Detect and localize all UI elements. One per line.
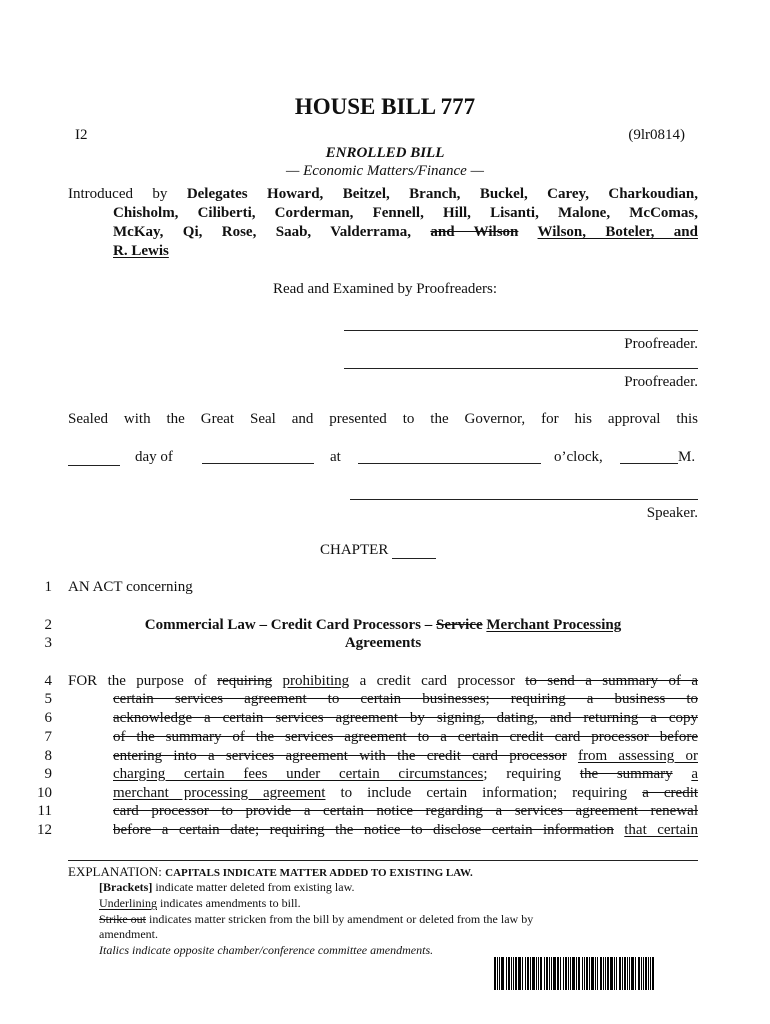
barcode-bar: [508, 957, 510, 990]
purpose-line-4: [68, 673, 698, 690]
strike-text: indicates matter stricken from the bill by amendment or deleted from the law by: [149, 912, 534, 926]
line-number: 1: [44, 579, 52, 595]
barcode-bar: [568, 957, 569, 990]
title-added: Merchant Processing: [486, 617, 622, 633]
barcode-bar: [607, 957, 609, 990]
added-text: a: [691, 766, 699, 782]
barcode-bar: [506, 957, 507, 990]
barcode-bar: [525, 957, 526, 990]
day-blank: [68, 451, 120, 466]
purpose-line-8: [113, 748, 698, 765]
draft-code: (9lr0814): [628, 127, 685, 143]
added-text: prohibiting: [282, 673, 350, 689]
barcode-bar: [589, 957, 590, 990]
purpose-text: a credit card processor: [359, 673, 515, 689]
barcode-bar: [638, 957, 640, 990]
speaker-label: Speaker.: [646, 505, 698, 521]
chapter-blank: [392, 544, 436, 559]
oclock-label: o’clock,: [554, 449, 603, 465]
act-title-line-2: Agreements: [344, 635, 422, 651]
added-text: merchant processing agreement: [113, 785, 326, 801]
sponsors-line-1: [68, 186, 698, 203]
at-label: at: [330, 449, 341, 465]
barcode-bar: [652, 957, 654, 990]
barcode-bar: [513, 957, 514, 990]
sponsor-names: Delegates Howard, Beitzel, Branch, Buckel, Carey, Charkoudian,: [186, 186, 698, 202]
struck-text: a credit: [642, 785, 699, 801]
bill-title: HOUSE BILL 777: [294, 94, 476, 119]
barcode-bar: [586, 957, 588, 990]
bill-code: I2: [75, 127, 88, 143]
barcode-bar: [551, 957, 552, 990]
italics-note: Italics indicate opposite chamber/conference committee amendments.: [99, 943, 434, 957]
barcode-bar: [549, 957, 550, 990]
purpose-line-6: [113, 710, 698, 727]
barcode-bar: [624, 957, 626, 990]
barcode-bar: [645, 957, 647, 990]
barcode-bar: [582, 957, 583, 990]
barcode-bar: [622, 957, 623, 990]
barcode-bar: [501, 957, 504, 990]
struck-text: entering into a services agreement with the credit card processor: [113, 748, 567, 764]
act-line: AN ACT concerning: [68, 579, 193, 595]
struck-text: before a certain date; requiring the notice to disclose certain information: [113, 822, 614, 838]
struck-text: card processor to provide a certain notice regarding a services agreement renewal: [113, 803, 698, 819]
proofreaders-heading: Read and Examined by Proofreaders:: [272, 281, 498, 297]
introduced-prefix: Introduced by: [68, 186, 168, 202]
struck-text: to send a summary of a: [525, 673, 699, 689]
barcode-bar: [515, 957, 517, 990]
line-number: 7: [44, 729, 52, 745]
barcode-bar: [578, 957, 580, 990]
barcode-bar: [494, 957, 496, 990]
added-text: that certain: [624, 822, 698, 838]
barcode-bar: [553, 957, 556, 990]
barcode-bar: [584, 957, 585, 990]
barcode-bar: [603, 957, 604, 990]
barcode-bar: [560, 957, 561, 990]
barcode-bar: [544, 957, 545, 990]
footer-divider: [68, 860, 698, 861]
line-number: 10: [37, 785, 52, 801]
meridiem-label: M.: [678, 449, 696, 465]
month-blank: [202, 449, 314, 464]
proofreader-signature-line-2: [344, 368, 698, 369]
meridiem-blank: [620, 449, 678, 464]
added-text: charging certain fees under certain circumstances: [113, 766, 484, 782]
struck-text: of the summary of the services agreement to a certain credit card processor before: [113, 729, 698, 745]
struck-text: requiring: [217, 673, 273, 689]
line-number: 2: [44, 617, 52, 633]
barcode-bar: [565, 957, 567, 990]
barcode-bar: [497, 957, 498, 990]
strike-word: Strike out: [99, 912, 146, 926]
struck-text: the summary: [579, 766, 673, 782]
sponsors-line-4: R. Lewis: [113, 243, 169, 259]
barcode-bar: [616, 957, 617, 990]
sealed-blanks: [68, 449, 698, 466]
chapter-line: [320, 542, 436, 559]
line-number: 9: [44, 766, 52, 782]
struck-text: acknowledge a certain services agreement by signing, dating, and returning a copy: [113, 710, 698, 726]
day-of-label: day of: [135, 449, 173, 465]
barcode-bar: [648, 957, 649, 990]
purpose-line-5: [113, 691, 698, 708]
added-text: from assessing or: [577, 748, 698, 764]
barcode-bar: [536, 957, 537, 990]
enrolled-label: ENROLLED BILL: [325, 145, 445, 161]
purpose-line-7: [113, 729, 698, 746]
purpose-line-10: [113, 785, 698, 802]
barcode-bar: [605, 957, 606, 990]
barcode-bar: [538, 957, 539, 990]
barcode-bar: [629, 957, 630, 990]
purpose-line-9: [113, 766, 698, 783]
barcode-bar: [563, 957, 564, 990]
explanation-caps: CAPITALS INDICATE MATTER ADDED TO EXISTING LAW.: [165, 867, 473, 879]
brackets-text: indicate matter deleted from existing law.: [155, 880, 355, 894]
title-text: Commercial Law – Credit Card Processors –: [144, 617, 433, 633]
speaker-signature-line: [350, 499, 698, 500]
barcode-bar: [511, 957, 512, 990]
barcode-bar: [631, 957, 634, 990]
underlining-note: [99, 896, 301, 911]
barcode-bar: [527, 957, 529, 990]
brackets-note: [99, 880, 354, 895]
barcode-bar: [643, 957, 644, 990]
purpose-text: to include certain information; requiring: [340, 785, 628, 801]
line-number: 11: [37, 803, 52, 819]
added-sponsors: Wilson, Boteler, and: [537, 224, 698, 240]
barcode-bar: [557, 957, 559, 990]
barcode-bar: [650, 957, 651, 990]
barcode-bar: [610, 957, 613, 990]
purpose-text: ; requiring: [483, 766, 562, 782]
strike-note: [99, 912, 533, 927]
title-struck: Service: [435, 617, 483, 633]
barcode-bar: [641, 957, 642, 990]
barcode-bar: [619, 957, 621, 990]
explanation-label: EXPLANATION:: [68, 864, 162, 879]
brackets-word: [Brackets]: [99, 880, 153, 894]
barcode: [494, 957, 680, 990]
proofreader-signature-line-1: [344, 330, 698, 331]
barcode-bar: [499, 957, 500, 990]
barcode-bar: [540, 957, 542, 990]
purpose-line-12: [113, 822, 698, 839]
sponsors-line-3: [113, 224, 698, 241]
barcode-bar: [600, 957, 602, 990]
explanation-line: [68, 864, 473, 880]
barcode-bar: [595, 957, 596, 990]
purpose-line-11: [113, 803, 698, 820]
barcode-bar: [576, 957, 577, 990]
proofreader-label-2: Proofreader.: [624, 374, 698, 390]
proofreader-label-1: Proofreader.: [624, 336, 698, 352]
underlining-text: indicates amendments to bill.: [160, 896, 301, 910]
underlining-word: Underlining: [99, 896, 157, 910]
barcode-bar: [546, 957, 548, 990]
barcode-bar: [614, 957, 615, 990]
purpose-text: FOR the purpose of: [68, 673, 207, 689]
strike-note-2: amendment.: [99, 927, 158, 941]
struck-sponsor: and Wilson: [430, 224, 519, 240]
line-number: 6: [44, 710, 52, 726]
line-number: 4: [44, 673, 52, 689]
barcode-bar: [532, 957, 535, 990]
barcode-bar: [635, 957, 636, 990]
line-number: 12: [37, 822, 52, 838]
barcode-bar: [627, 957, 628, 990]
committee-line: — Economic Matters/Finance —: [286, 163, 484, 179]
barcode-bar: [572, 957, 575, 990]
sealed-line: Sealed with the Great Seal and presented to the Governor, for his approval this: [68, 411, 698, 427]
barcode-bar: [518, 957, 521, 990]
line-number: 5: [44, 691, 52, 707]
act-title-line-1: [68, 617, 698, 634]
barcode-bar: [522, 957, 523, 990]
barcode-bar: [570, 957, 571, 990]
chapter-label: CHAPTER: [320, 542, 389, 558]
sponsor-names-3: McKay, Qi, Rose, Saab, Valderrama,: [113, 224, 411, 240]
line-number: 3: [44, 635, 52, 651]
sponsors-line-2: Chisholm, Ciliberti, Corderman, Fennell, Hill, Lisanti, Malone, McComas,: [113, 205, 698, 221]
struck-text: certain services agreement to certain businesses; requiring a business to: [113, 691, 698, 707]
line-number: 8: [44, 748, 52, 764]
time-blank: [358, 449, 541, 464]
barcode-bar: [530, 957, 531, 990]
barcode-bar: [597, 957, 598, 990]
barcode-bar: [591, 957, 594, 990]
